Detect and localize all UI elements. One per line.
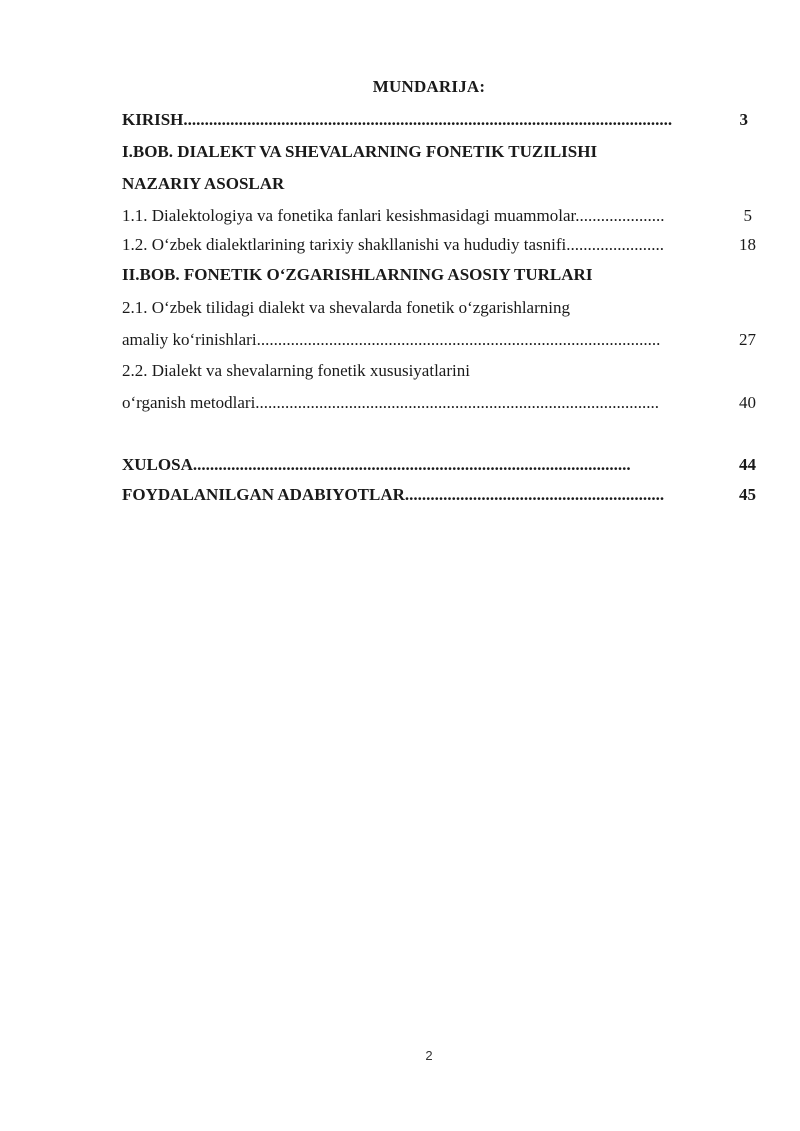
toc-entry-label: XULOSA [122,455,193,474]
toc-entry-label: o‘rganish metodlari [122,393,256,412]
toc-entry-1-1[interactable] [122,204,756,228]
toc-entry-1-2[interactable] [122,233,756,257]
toc-entry-2-1[interactable] [122,328,756,352]
toc-leader-dots: ............................................................................................... [256,330,661,349]
toc-entry-2-2-line1[interactable] [122,359,756,383]
toc-page-number: 18 [739,235,756,254]
toc-entry-label: KIRISH [122,110,184,129]
toc-leader-dots: ....................... [566,235,665,254]
toc-entry-label: 1.1. Dialektologiya va fonetika fanlari kesishmasidagi muammolar [122,206,576,225]
toc-page-number: 44 [739,455,756,474]
toc-entry-xulosa[interactable] [122,453,756,477]
toc-page-number: 3 [739,110,748,129]
chapter-title-line: II.BOB. FONETIK O‘ZGARISHLARNING ASOSIY TURLARI [122,265,593,284]
toc-leader-dots: ............................................................. [404,485,665,504]
chapter-title-line: I.BOB. DIALEKT VA SHEVALARNING FONETIK TUZILISHI [122,142,598,161]
toc-leader-dots: ..................... [575,206,665,225]
toc-leader-dots: ....................................................................................................... [192,455,631,474]
toc-entry-adabiyotlar[interactable] [122,483,756,507]
toc-entry-label: FOYDALANILGAN ADABIYOTLAR [122,485,405,504]
toc-entry-label: 2.1. O‘zbek tilidagi dialekt va shevalarda fonetik o‘zgarishlarning [122,298,570,317]
page-number: 2 [425,1048,433,1063]
toc-page-number: 5 [743,206,752,225]
toc-leader-dots: ............................................................................................... [255,393,660,412]
toc-entry-label: 2.2. Dialekt va shevalarning fonetik xususiyatlarini [122,361,470,380]
toc-entry-label: 1.2. O‘zbek dialektlarining tarixiy shakllanishi va hududiy tasnifi [122,235,567,254]
toc-entry-2-1-line1[interactable] [122,296,756,320]
toc-chapter-1-heading[interactable] [122,140,756,164]
toc-page-number: 45 [739,485,756,504]
page-title: MUNDARIJA: [372,77,486,96]
toc-page-number: 40 [739,393,756,412]
toc-page-number: 27 [739,330,756,349]
toc-leader-dots: ................................................................................................................... [183,110,673,129]
toc-chapter-2-heading[interactable] [122,263,756,287]
toc-entry-kirish[interactable] [122,108,756,132]
chapter-title-line: NAZARIY ASOSLAR [122,174,285,193]
toc-entry-label: amaliy ko‘rinishlari [122,330,257,349]
toc-entry-2-2[interactable] [122,391,756,415]
toc-chapter-1-heading-cont [122,172,756,196]
